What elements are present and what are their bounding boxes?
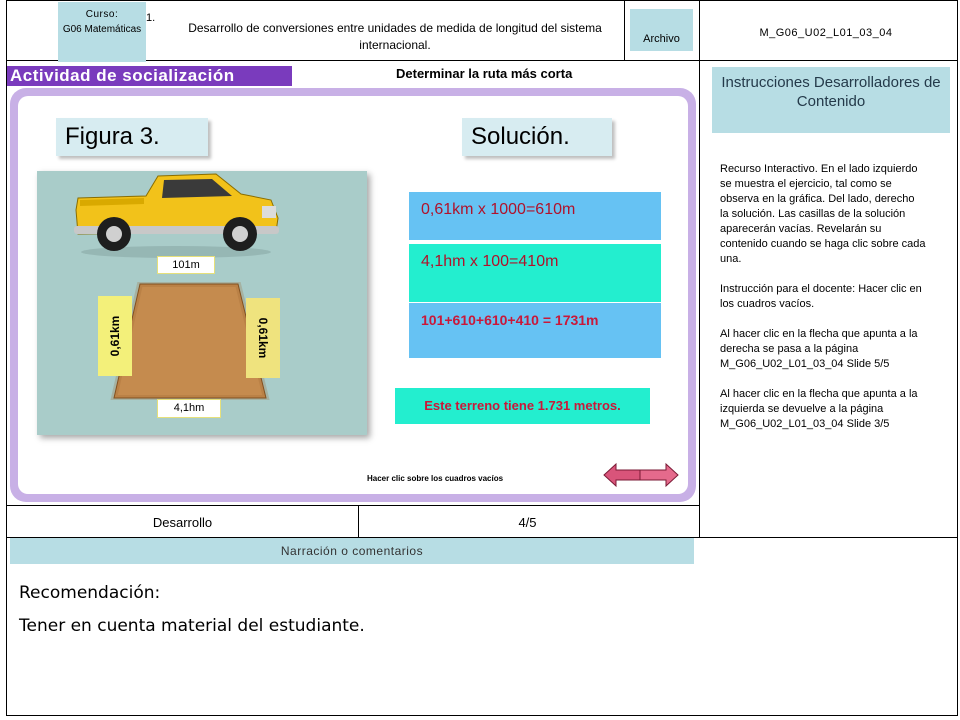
file-code: M_G06_U02_L01_03_04 [759,27,893,39]
pickup-truck-icon [66,160,288,260]
tag-top-length: 101m [157,256,215,274]
course-value: G06 Matemáticas [62,24,142,35]
arrow-left-icon[interactable] [604,464,642,486]
header-title: Desarrollo de conversiones entre unidades de medida de longitud del sistema internacional. [188,21,602,52]
instructions-text [720,162,926,447]
archivo-label: Archivo [630,9,693,51]
hint-text: Hacer clic sobre los cuadros vacíos [367,474,504,483]
solution-box-3[interactable]: 101+610+610+410 = 1731m [409,303,661,358]
frame-right-line [957,0,958,716]
tag-bottom-length: 4,1hm [157,399,221,418]
header-divider-1 [624,0,625,61]
frame-left-line [6,0,7,716]
instructions-paragraph-3: Al hacer clic en la flecha que apunta a la derecha se pasa a la página M_G06_U02_L01_03_04 Slide 5/5 [720,328,918,370]
double-arrow-icon[interactable] [602,461,680,489]
result-box[interactable]: Este terreno tiene 1.731 metros. [395,388,650,424]
header-number: 1. [146,12,156,24]
instructions-paragraph-2: Instrucción para el docente: Hacer clic en los cuadros vacíos. [720,283,922,310]
frame-top-line [6,0,958,1]
figure-label: Figura 3. [56,118,208,156]
tag-right-length [246,298,280,378]
instructions-paragraph-1: Recurso Interactivo. En el lado izquierdo se muestra el ejercicio, tal como se observa en la gráfica. Del lado, derecho la solución. Las casillas de la solución aparecerán vacías. Revelarán su contenido cuando se haga clic sobre cada una. [720,163,926,265]
instructions-title: Instrucciones Desarrolladores de Contenido [712,67,950,133]
header-bottom-line [6,60,958,61]
section-name: Desarrollo [152,515,213,530]
recommendation-title: Recomendación: [19,583,161,603]
tag-left-text: 0,61km [108,315,122,357]
activity-title: Actividad de socialización [7,66,292,86]
activity-subtitle: Determinar la ruta más corta [396,66,573,81]
page-count: 4/5 [518,515,537,530]
recommendation-text: Tener en cuenta material del estudiante. [19,616,365,636]
tag-right-text: 0,61km [256,317,270,359]
frame-bottom-line [6,715,958,716]
course-tab [58,2,146,62]
section-divider [358,505,359,538]
solution-box-1[interactable]: 0,61km x 1000=610m [409,192,661,240]
course-label: Curso: [85,9,119,20]
solution-box-2[interactable]: 4,1hm x 100=410m [409,244,661,302]
header-divider-2 [699,0,700,538]
tag-left-length [98,296,132,376]
arrow-right-icon[interactable] [640,464,678,486]
instructions-paragraph-4: Al hacer clic en la flecha que apunta a la izquierda se devuelve a la página M_G06_U02_L01_03_04 Slide 3/5 [720,388,918,430]
solution-label: Solución. [462,118,612,156]
narration-label: Narración o comentarios [10,538,694,564]
slide-bottom-line [6,505,699,506]
